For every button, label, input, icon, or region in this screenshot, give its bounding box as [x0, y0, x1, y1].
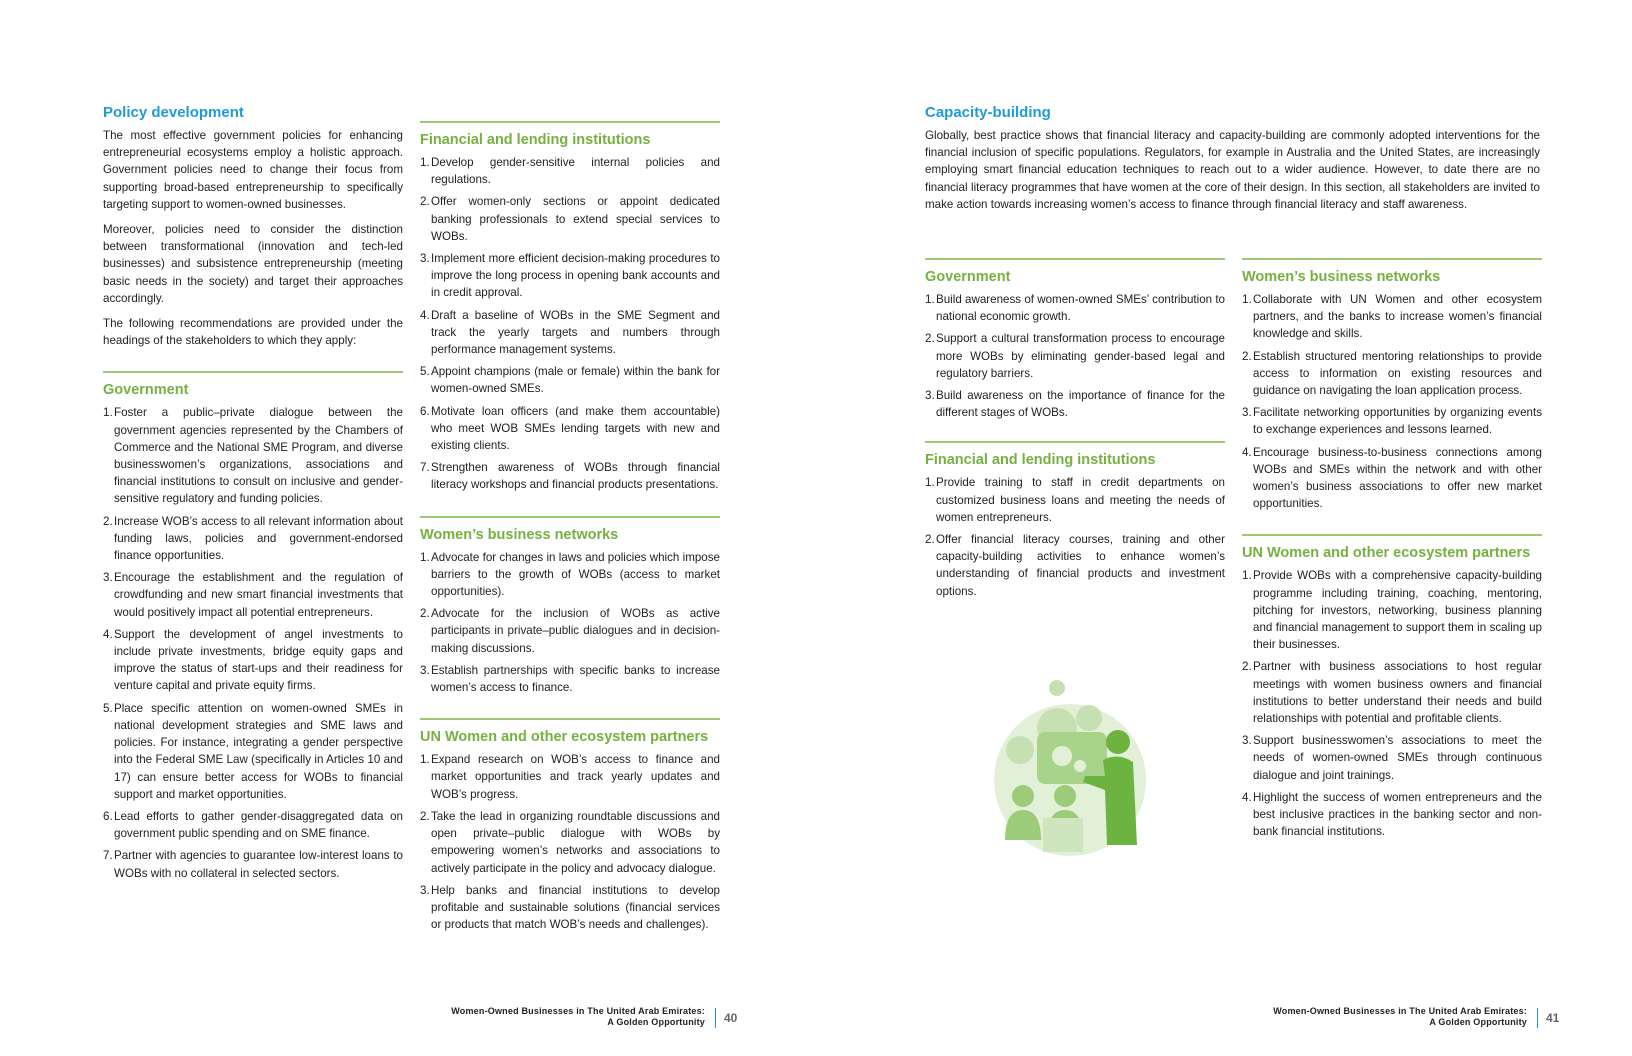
left-government-section — [103, 371, 403, 881]
right-unwomen-list — [1242, 567, 1542, 840]
list-item — [1242, 732, 1542, 784]
list-item-text: Encourage the establishment and the regulation of crowdfunding and new smart financial investments that would positively impact all potential entrepreneurs. — [114, 571, 403, 619]
footer-line: Women-Owned Businesses in The United Arab Emirates: — [1273, 1006, 1527, 1016]
list-item-text: Take the lead in organizing roundtable discussions and open private–public dialogue with WOBs by empowering women’s networks and associations to actively participate in the policy and advocacy dialogue. — [431, 809, 720, 875]
list-item-text: Establish structured mentoring relationships to provide access to information on existing resources and guidance on navigating the loan application process. — [1253, 349, 1542, 398]
list-number: 3. — [103, 571, 113, 585]
list-number: 1. — [420, 550, 430, 564]
list-item — [1242, 567, 1542, 653]
divider — [420, 718, 720, 720]
list-number: 2. — [103, 514, 113, 528]
list-item-text: Place specific attention on women-owned SMEs in national development strategies and SME laws and policies. For instance, integrating a gender perspective into the Federal SME Law (specifically in Articles 10 and 17) can ensure better access for WOBs to financial support and market opportunities. — [114, 701, 403, 801]
presenter-head — [1106, 730, 1130, 754]
list-item — [1242, 404, 1542, 438]
footer-line: Women-Owned Businesses in The United Arab Emirates: — [451, 1006, 705, 1016]
list-number: 7. — [103, 849, 113, 863]
left-column-2 — [420, 121, 720, 947]
divider — [925, 258, 1225, 260]
right-financial-list — [925, 474, 1225, 599]
right-column-2 — [1242, 258, 1542, 854]
page-number: 41 — [1546, 1011, 1560, 1025]
list-item-text: Provide training to staff in credit departments on customized business loans and meeting the needs of women entrepreneurs. — [936, 476, 1225, 524]
left-unwomen-heading: UN Women and other ecosystem partners — [420, 729, 709, 746]
capacity-heading: Capacity-building — [925, 104, 1051, 121]
page-number: 40 — [724, 1011, 738, 1025]
list-item — [103, 808, 403, 842]
list-number: 4. — [1242, 790, 1252, 804]
divider — [420, 121, 720, 123]
list-item-text: Establish partnerships with specific banks to increase women’s access to finance. — [431, 663, 720, 695]
list-item — [420, 459, 720, 493]
right-financial-section — [925, 441, 1225, 599]
list-item-text: Draft a baseline of WOBs in the SME Segment and track the yearly targets and numbers through performance management systems. — [431, 308, 720, 357]
list-number: 2. — [925, 533, 935, 547]
list-number: 3. — [420, 252, 430, 266]
list-item — [420, 662, 720, 696]
desk — [1043, 818, 1083, 852]
list-item-text: Foster a public–private dialogue between the government agencies represented by the Chambers of Commerce and the National SME Program, and diverse businesswomen’s organizations, associations and financial institutions to consult on inclusive and gender-sensitive regulatory and funding policies. — [114, 406, 403, 506]
policy-heading: Policy development — [103, 104, 244, 121]
footer-line: A Golden Opportunity — [607, 1017, 705, 1027]
right-government-section — [925, 258, 1225, 421]
policy-paragraph: Moreover, policies need to consider the distinction between transformational (innovation and tech-led businesses) and subsistence entrepreneurship (meeting basic needs in the society) and target their approaches accordingly. — [103, 223, 403, 305]
list-item-text: Build awareness of women-owned SMEs’ contribution to national economic growth. — [936, 293, 1225, 324]
list-item-text: Strengthen awareness of WOBs through financial literacy workshops and financial products presentations. — [431, 461, 720, 492]
footer-divider — [715, 1008, 716, 1028]
list-item-text: Lead efforts to gather gender-disaggregated data on government public spending and on SME finance. — [114, 809, 403, 841]
right-financial-heading: Financial and lending institutions — [925, 452, 1156, 469]
capacity-paragraph: Globally, best practice shows that financial literacy and capacity-building are commonly adopted interventions for the financial inclusion of specific populations. Regulators, for example in Australia and the United States, are increasingly employing smart financial education techniques to reach out to a wider audience. However, to date there are no financial literacy programmes that have women at the core of their design. In this section, all stakeholders are invited to make action towards increasing women’s access to finance through financial literacy and staff awareness. — [925, 129, 1540, 211]
list-item — [103, 847, 403, 881]
list-item — [1242, 789, 1542, 841]
list-number: 4. — [1242, 445, 1252, 459]
list-item-text: Support the development of angel investments to include private investments, bridge equity gaps and improve the status of start-ups and their readiness for venture capital and private equity firms. — [114, 627, 403, 693]
list-item-text: Help banks and financial institutions to develop profitable and sustainable solutions (financial services or products that match WOB’s needs and challenges). — [431, 883, 720, 932]
list-item — [420, 193, 720, 245]
list-number: 3. — [420, 883, 430, 897]
list-item-text: Motivate loan officers (and make them accountable) who meet WOB SMEs lending targets with new and existing clients. — [431, 404, 720, 453]
list-number: 1. — [925, 293, 935, 306]
list-item-text: Implement more efficient decision-making procedures to improve the long process in opening bank accounts and in credit approval. — [431, 252, 720, 300]
list-number: 1. — [1242, 569, 1252, 583]
list-item — [925, 531, 1225, 600]
list-item — [925, 387, 1225, 421]
right-networks-section — [1242, 258, 1542, 512]
right-footer-title — [1172, 1006, 1527, 1028]
gear-icon — [1074, 760, 1086, 772]
left-networks-list — [420, 549, 720, 697]
gear-icon — [1006, 736, 1034, 764]
list-number: 1. — [420, 753, 430, 767]
list-item — [420, 307, 720, 359]
list-item — [420, 250, 720, 302]
policy-paragraph: The following recommendations are provided under the headings of the stakeholders to which they apply: — [103, 317, 403, 348]
list-item — [103, 700, 403, 803]
list-item — [420, 882, 720, 934]
left-networks-heading: Women’s business networks — [420, 526, 619, 543]
list-number: 2. — [925, 332, 935, 346]
list-number: 1. — [925, 476, 935, 490]
list-item-text: Highlight the success of women entrepreneurs and the best inclusive practices in the banking sector and non-bank financial institutions. — [1253, 790, 1542, 839]
list-number: 5. — [420, 365, 430, 379]
left-financial-list — [420, 154, 720, 494]
left-government-list — [103, 404, 403, 881]
left-financial-section — [420, 121, 720, 494]
list-number: 2. — [420, 809, 430, 823]
list-number: 2. — [1242, 660, 1252, 674]
gear-icon — [1049, 680, 1065, 696]
audience-head — [1054, 785, 1076, 807]
list-number: 1. — [420, 156, 430, 169]
list-item — [103, 626, 403, 695]
list-item — [925, 291, 1225, 325]
list-item-text: Collaborate with UN Women and other ecosystem partners, and the banks to increase women’s financial knowledge and skills. — [1253, 293, 1542, 341]
left-networks-section — [420, 516, 720, 697]
list-number: 3. — [925, 389, 935, 403]
audience-head — [1012, 785, 1034, 807]
list-item — [103, 404, 403, 507]
list-item-text: Support businesswomen’s associations to meet the needs of women-owned SMEs through continuous dialogue and joint trainings. — [1253, 734, 1542, 782]
right-networks-list — [1242, 291, 1542, 512]
list-item-text: Expand research on WOB’s access to finance and market opportunities and track yearly updates and WOB’s progress. — [431, 753, 720, 801]
list-number: 4. — [420, 308, 430, 322]
divider — [1242, 258, 1542, 260]
list-item — [420, 808, 720, 877]
list-item-text: Partner with business associations to host regular meetings with women business owners and financial institutions to better understand their needs and build relationships with potential and profitable clients. — [1253, 660, 1542, 726]
left-financial-heading: Financial and lending institutions — [420, 132, 651, 148]
list-item — [420, 751, 720, 803]
list-item-text: Offer women-only sections or appoint dedicated banking professionals to extend special services to WOBs. — [431, 195, 720, 243]
list-number: 6. — [103, 809, 113, 823]
list-number: 3. — [420, 663, 430, 677]
list-number: 3. — [1242, 734, 1252, 748]
right-column-1 — [925, 258, 1225, 614]
right-unwomen-section — [1242, 534, 1542, 840]
right-government-list — [925, 291, 1225, 421]
list-number: 4. — [103, 627, 113, 641]
list-item-text: Support a cultural transformation process to encourage more WOBs by eliminating gender-based legal and regulatory barriers. — [936, 332, 1225, 380]
divider — [420, 516, 720, 518]
list-item — [420, 549, 720, 601]
divider — [103, 371, 403, 373]
left-unwomen-list — [420, 751, 720, 933]
list-item — [420, 363, 720, 397]
list-number: 5. — [103, 701, 113, 715]
presentation-meeting-icon — [985, 680, 1165, 860]
list-number: 1. — [103, 406, 113, 420]
list-item — [1242, 658, 1542, 727]
list-item-text: Facilitate networking opportunities by organizing events to exchange experiences and lessons learned. — [1253, 406, 1542, 437]
list-item — [103, 513, 403, 565]
capacity-intro — [925, 104, 1540, 221]
list-item — [1242, 444, 1542, 513]
list-item-text: Increase WOB’s access to all relevant information about funding laws, policies and government-endorsed finance opportunities. — [114, 514, 403, 563]
list-item — [1242, 348, 1542, 400]
list-item-text: Build awareness on the importance of finance for the different stages of WOBs. — [936, 389, 1225, 420]
left-column-1 — [103, 104, 403, 896]
list-item-text: Advocate for changes in laws and policies which impose barriers to the growth of WOBs (access to market opportunities). — [431, 550, 720, 599]
left-footer-title — [390, 1006, 705, 1028]
right-government-heading: Government — [925, 269, 1011, 285]
list-number: 6. — [420, 404, 430, 418]
footer-line: A Golden Opportunity — [1429, 1017, 1527, 1027]
list-item — [420, 605, 720, 657]
list-item-text: Provide WOBs with a comprehensive capacity-building programme including training, coaching, mentoring, pitching for investors, networking, business planning and financial management to support them in scaling up their businesses. — [1253, 569, 1542, 652]
list-number: 2. — [420, 607, 430, 621]
list-number: 1. — [1242, 293, 1252, 306]
list-item — [925, 474, 1225, 526]
divider — [925, 441, 1225, 443]
list-item — [1242, 291, 1542, 343]
list-number: 3. — [1242, 406, 1252, 420]
gear-icon — [1052, 746, 1072, 766]
list-number: 7. — [420, 461, 430, 475]
list-number: 2. — [420, 195, 430, 209]
list-item — [103, 569, 403, 621]
illustration-svg — [985, 680, 1165, 860]
list-item — [420, 154, 720, 188]
divider — [1242, 534, 1542, 536]
gear-icon — [1076, 705, 1102, 731]
list-item — [420, 403, 720, 455]
left-government-heading: Government — [103, 382, 189, 399]
right-unwomen-heading: UN Women and other ecosystem partners — [1242, 545, 1531, 562]
list-item-text: Encourage business-to-business connections among WOBs and SMEs within the network and with other women’s business associations to offer new market opportunities. — [1253, 445, 1542, 511]
list-item-text: Advocate for the inclusion of WOBs as active participants in private–public dialogues and in decision-making discussions. — [431, 607, 720, 655]
right-networks-heading: Women’s business networks — [1242, 269, 1441, 285]
list-number: 2. — [1242, 349, 1252, 363]
list-item-text: Develop gender-sensitive internal policies and regulations. — [431, 156, 720, 187]
footer-divider — [1537, 1008, 1538, 1028]
policy-paragraph: The most effective government policies for enhancing entrepreneurial ecosystems employ a holistic approach. Government policies need to change their focus from supporting broad-based entrepreneurship to specifically targeting support to women-owned businesses. — [103, 129, 403, 211]
list-item-text: Partner with agencies to guarantee low-interest loans to WOBs with no collateral in selected sectors. — [114, 849, 403, 880]
list-item-text: Appoint champions (male or female) within the bank for women-owned SMEs. — [431, 365, 720, 396]
list-item-text: Offer financial literacy courses, training and other capacity-building activities to enhance women’s understanding of financial products and investment options. — [936, 533, 1225, 598]
left-unwomen-section — [420, 718, 720, 933]
list-item — [925, 330, 1225, 382]
